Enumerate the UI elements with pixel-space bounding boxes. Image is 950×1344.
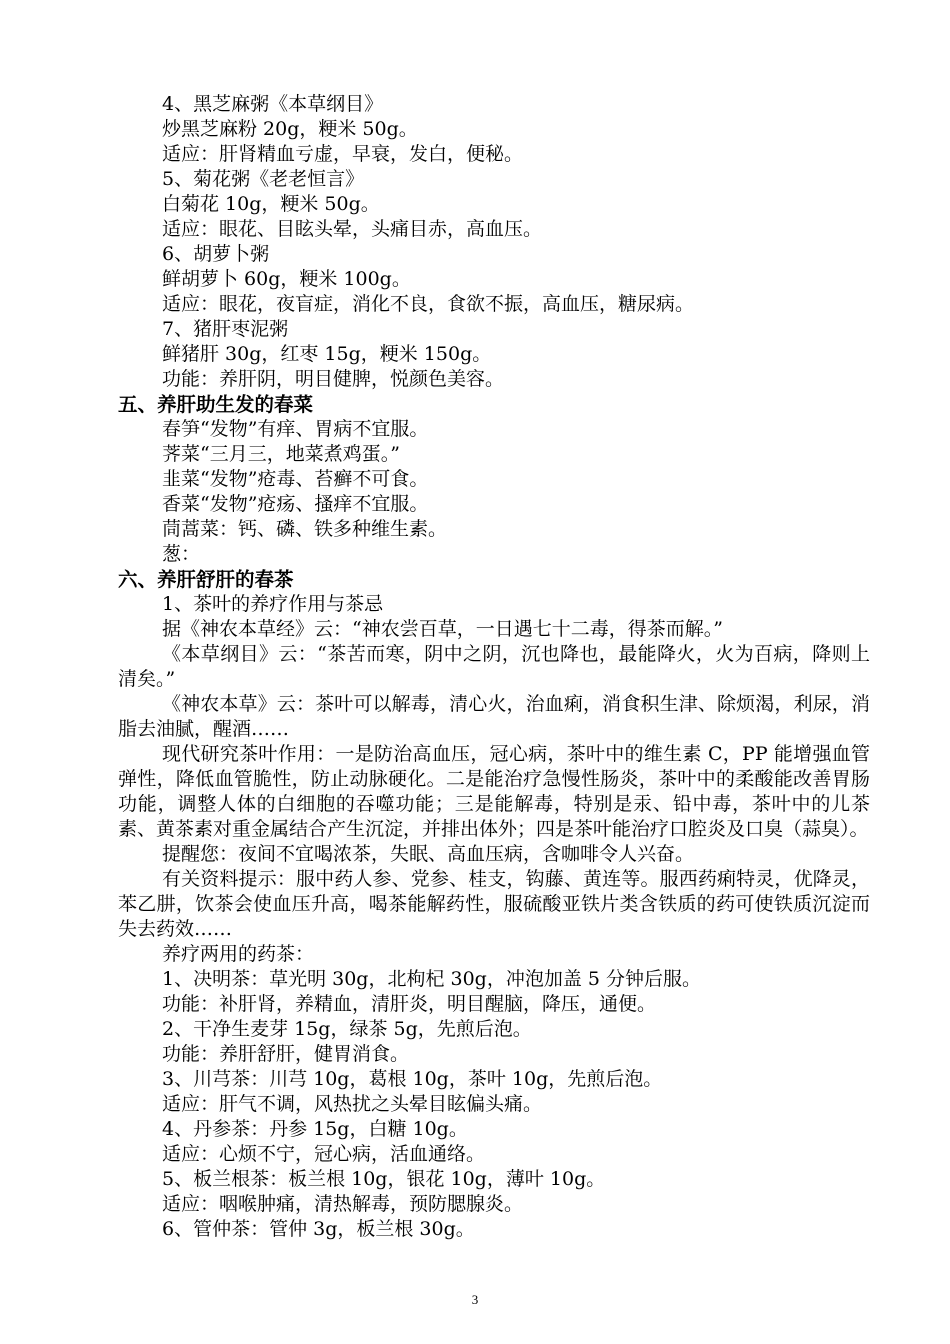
text-line: 据《神农本草经》云：“神农尝百草，一日遇七十二毒，得茶而解。” [162,618,723,640]
text-line: 提醒您：夜间不宜喝浓茶，失眠、高血压病，含咖啡令人兴奋。 [162,843,695,865]
section-heading: 五、养肝助生发的春菜 [118,393,314,416]
text-line: 功能：养肝阴，明目健脾，悦颜色美容。 [162,368,505,390]
text-line: 功能：养肝舒肝，健胃消食。 [162,1043,410,1065]
text-line: 适应：肝气不调，风热扰之头晕目眩偏头痛。 [162,1093,543,1115]
text-line: 现代研究茶叶作用：一是防治高血压，冠心病，茶叶中的维生素 C，PP 能增强血管弹性，降低血管脆性，防止动脉硬化。二是能治疗急慢性肠炎，茶叶中的柔酸能改善胃肠功能，调整人体的白细胞的吞噬功能；三是能解毒，特别是汞、铅中毒，茶叶中的儿茶素、黄茶素对重金属结合产生沉淀，并排出体外；四是茶叶能治疗口腔炎及口臭（蒜臭）。 [118,743,870,840]
text-line: 1、茶叶的养疗作用与茶忌 [162,593,384,615]
text-line: 适应：心烦不宁，冠心病，活血通络。 [162,1143,486,1165]
text-line: 6、胡萝卜粥 [162,243,270,265]
text-line: 5、菊花粥《老老恒言》 [162,168,365,190]
text-line: 5、板兰根茶：板兰根 10g，银花 10g，薄叶 10g。 [162,1168,606,1190]
text-line: 功能：补肝肾，养精血，清肝炎，明目醒脑，降压，通便。 [162,993,657,1015]
text-line: 葱： [162,543,201,565]
text-line: 养疗两用的药茶： [162,943,315,965]
text-line: 适应：眼花、目眩头晕，头痛目赤，高血压。 [162,218,543,240]
section-heading: 六、养肝舒肝的春茶 [118,568,294,591]
text-line: 4、黑芝麻粥《本草纲目》 [162,93,384,115]
text-line: 有关资料提示：服中药人参、党参、桂支，钩藤、黄连等。服西药痢特灵，优降灵，苯乙肼，饮茶会使血压升高，喝茶能解药性，服硫酸亚铁片类含铁质的药可使铁质沉淀而失去药效…… [118,868,870,940]
text-line: 韭菜“发物”疮毒、苔癣不可食。 [162,468,429,490]
text-line: 炒黑芝麻粉 20g，粳米 50g。 [162,118,418,140]
text-line: 适应：眼花，夜盲症，消化不良，食欲不振，高血压，糖尿病。 [162,293,695,315]
text-line: 1、决明茶：草光明 30g，北枸杞 30g，冲泡加盖 5 分钟后服。 [162,968,702,990]
text-line: 香菜“发物”疮疡、搔痒不宜服。 [162,493,429,515]
text-line: 适应：肝肾精血亏虚，早衰，发白，便秘。 [162,143,524,165]
text-line: 鲜胡萝卜 60g，粳米 100g。 [162,268,411,290]
text-line: 春笋“发物”有痒、胃病不宜服。 [162,418,429,440]
text-line: 荠菜“三月三，地菜煮鸡蛋。” [162,443,400,465]
text-line: 《神农本草》云：茶叶可以解毒，清心火，治血痢，消食积生津、除烦渴，利尿，消脂去油腻，醒酒…… [118,693,870,740]
page-number: 3 [471,1292,479,1307]
text-line: 茼蒿菜：钙、磷、铁多种维生素。 [162,518,448,540]
text-line: 3、川芎茶：川芎 10g，葛根 10g，茶叶 10g，先煎后泡。 [162,1068,663,1090]
text-line: 白菊花 10g，粳米 50g。 [162,193,380,215]
text-line: 6、管仲茶：管仲 3g，板兰根 30g。 [162,1218,475,1240]
text-line: 7、猪肝枣泥粥 [162,318,289,340]
text-line: 《本草纲目》云：“茶苦而寒，阴中之阴，沉也降也，最能降火，火为百病，降则上清矣。” [118,643,870,690]
text-line: 鲜猪肝 30g，红枣 15g，粳米 150g。 [162,343,492,365]
text-line: 适应：咽喉肿痛，清热解毒，预防腮腺炎。 [162,1193,524,1215]
text-line: 2、干净生麦芽 15g，绿茶 5g，先煎后泡。 [162,1018,532,1040]
document-body [118,92,870,1242]
text-line: 4、丹参茶：丹参 15g，白糖 10g。 [162,1118,468,1140]
